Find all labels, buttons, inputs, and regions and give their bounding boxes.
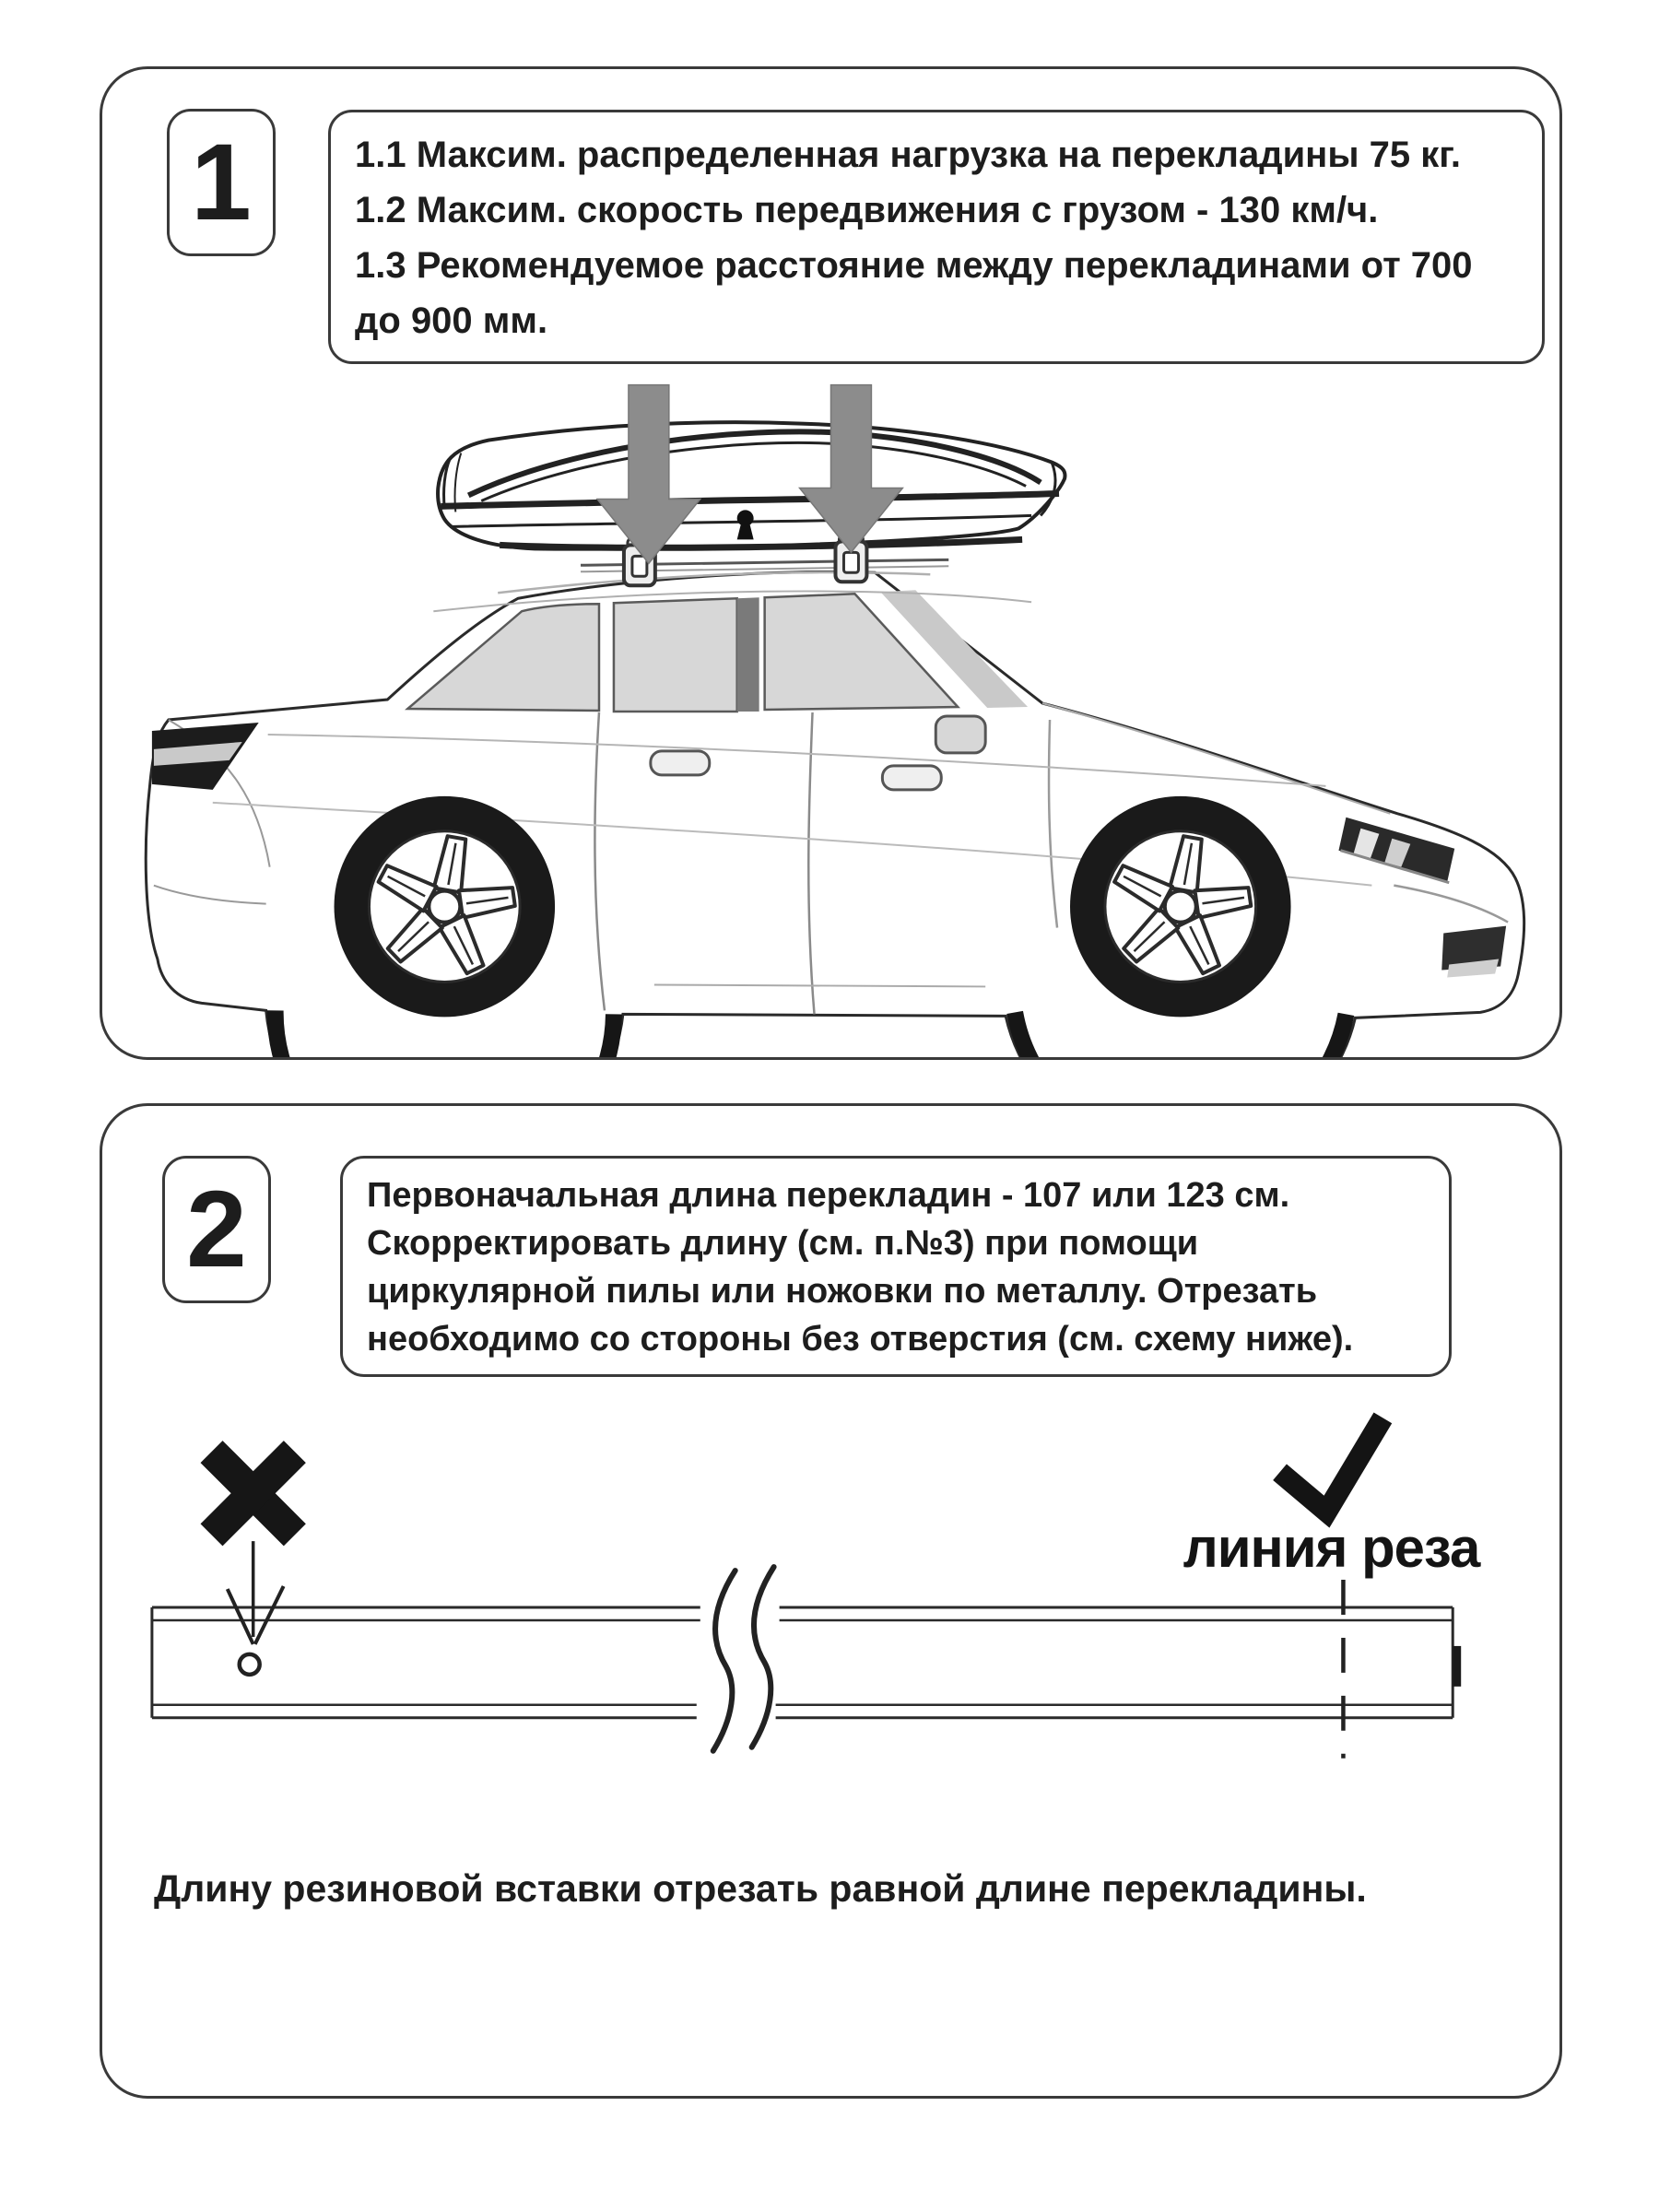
b-pillar: [737, 597, 759, 712]
step-number-badge: [167, 109, 276, 256]
door-handle: [651, 751, 710, 775]
side-mirror: [935, 716, 985, 753]
check-icon: [1280, 1418, 1383, 1512]
car-roofbox-illustration: [102, 370, 1559, 1057]
specs-textbox: [328, 110, 1545, 364]
panel-step-2: [100, 1103, 1562, 2099]
crossbar-cut-diagram: [102, 1382, 1559, 1836]
rear-wheel: [335, 796, 556, 1018]
door-handle: [882, 766, 941, 790]
spec-line: до 900 мм.: [355, 300, 548, 341]
spec-line: 1.1 Максим. распределенная нагрузка на перекладины 75 кг.: [355, 135, 1461, 175]
instruction-line: Скорректировать длину (см. п.№3) при помощи: [367, 1224, 1199, 1263]
panel-step-1: [100, 66, 1562, 1060]
mounting-hole: [240, 1654, 260, 1675]
spec-line: 1.3 Рекомендуемое расстояние между перекладинами от 700: [355, 245, 1473, 286]
bar-end-detail: [1453, 1646, 1461, 1687]
break-marks: [713, 1567, 774, 1751]
instruction-line: необходимо со стороны без отверстия (см. схему ниже).: [367, 1320, 1354, 1359]
step-number: 2: [186, 1169, 247, 1290]
cut-line-label: линия реза: [1182, 1517, 1480, 1580]
instruction-line: Первоначальная длина перекладин - 107 или 123 см.: [367, 1176, 1290, 1215]
instruction-line: циркулярной пилы или ножовки по металлу. Отрезать: [367, 1272, 1318, 1311]
step-number-badge: [162, 1156, 271, 1303]
rear-door-window: [614, 598, 737, 712]
spec-line: 1.2 Максим. скорость передвижения с грузом - 130 км/ч.: [355, 190, 1379, 230]
front-wheel: [1070, 796, 1291, 1018]
x-mark-icon: [201, 1441, 306, 1546]
crossbar-profile: [152, 1607, 1453, 1718]
step-number: 1: [191, 122, 252, 243]
cutting-instructions-textbox: [340, 1156, 1452, 1377]
roof-box: [438, 422, 1065, 548]
rubber-insert-note: Длину резиновой вставки отрезать равной длине перекладины.: [154, 1867, 1367, 1910]
hole-pointer-arrow: [228, 1541, 284, 1644]
